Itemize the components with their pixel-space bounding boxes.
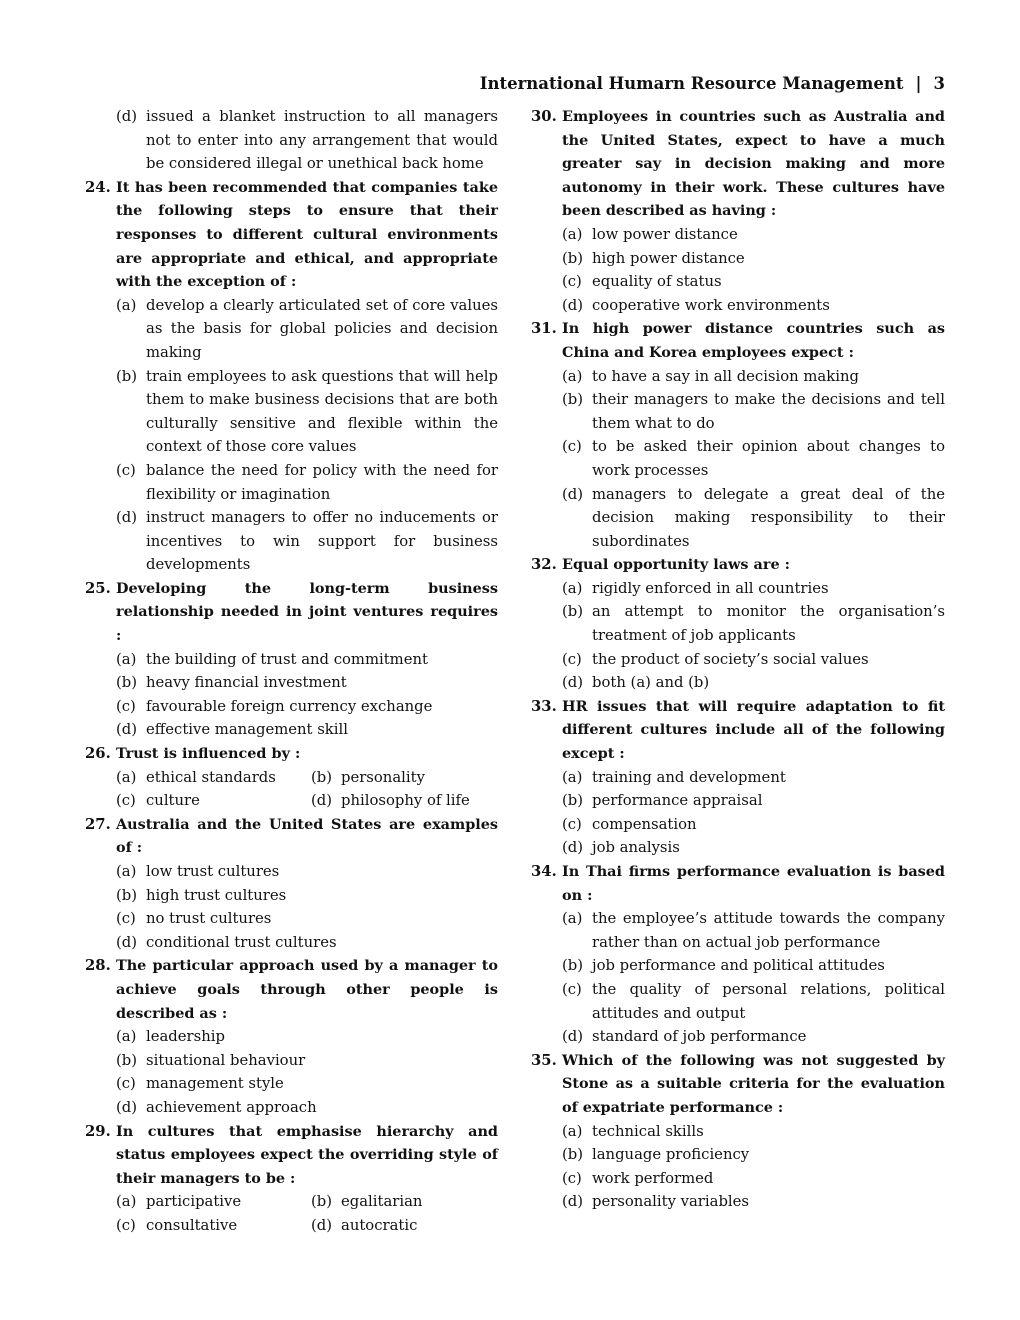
answer-options (116, 860, 498, 954)
question-item (531, 695, 945, 860)
option-label: (b) (562, 957, 584, 975)
answer-option (562, 789, 945, 813)
option-label: (b) (562, 249, 584, 267)
question-item (85, 813, 498, 955)
answer-option (116, 648, 498, 672)
question-number: 30. (531, 108, 557, 125)
option-text: low trust cultures (146, 863, 280, 880)
answer-option (116, 459, 498, 506)
option-label: (c) (562, 980, 582, 998)
question-item (531, 553, 945, 695)
option-text: issued a blanket instruction to all managers not to enter into any arrangement that would be considered illegal or unethical back home (146, 108, 498, 173)
option-label: (c) (116, 461, 136, 479)
answer-options (562, 577, 945, 695)
option-label: (b) (311, 768, 333, 786)
answer-option (311, 1190, 498, 1214)
option-label: (b) (116, 886, 138, 904)
option-text: ethical standards (146, 768, 276, 786)
answer-option (562, 1190, 945, 1214)
option-text: instruct managers to offer no inducements or incentives to win support for business developments (146, 509, 498, 574)
option-label: (d) (562, 1028, 584, 1046)
option-text: conditional trust cultures (146, 933, 337, 951)
answer-option (562, 1167, 945, 1191)
option-label: (b) (562, 1146, 584, 1164)
question-number: 29. (85, 1122, 111, 1140)
question-item (85, 742, 498, 813)
answer-option (562, 648, 945, 672)
answer-option (562, 388, 945, 435)
answer-option (562, 294, 945, 318)
answer-option (562, 836, 945, 860)
option-text: philosophy of life (341, 792, 470, 810)
answer-options (562, 766, 945, 860)
option-label: (a) (562, 1122, 583, 1140)
option-text: culture (146, 792, 200, 810)
option-label: (d) (116, 1098, 138, 1116)
option-text: achievement approach (146, 1098, 317, 1116)
question-item (531, 860, 945, 1049)
option-label: (c) (116, 697, 136, 715)
answer-option (116, 860, 498, 884)
option-label: (a) (116, 768, 137, 786)
option-label: (b) (116, 674, 138, 692)
option-text: standard of job performance (592, 1028, 807, 1046)
answer-option (562, 270, 945, 294)
answer-option (116, 506, 498, 577)
answer-option (562, 1143, 945, 1167)
option-text: training and development (592, 768, 786, 786)
option-text: an attempt to monitor the organisation’s treatment of job applicants (592, 603, 945, 645)
question-stem: It has been recommended that companies take the following steps to ensure that their responses to different cultural environments are appropriate and ethical, and appropriate with the exception of : (116, 178, 498, 291)
option-text: effective management skill (146, 721, 348, 739)
header-separator: | (915, 74, 922, 93)
option-text: the building of trust and commitment (146, 650, 428, 668)
answer-options (116, 105, 498, 176)
left-column (85, 105, 498, 1238)
question-stem: The particular approach used by a manager to achieve goals through other people is described as : (116, 957, 498, 1022)
answer-option (116, 294, 498, 365)
option-text: consultative (146, 1216, 238, 1234)
question-stem: In high power distance countries such as China and Korea employees expect : (562, 320, 945, 361)
option-label: (d) (562, 1193, 584, 1211)
option-text: favourable foreign currency exchange (146, 697, 433, 715)
question-number: 28. (85, 957, 111, 975)
option-text: balance the need for policy with the need for flexibility or imagination (146, 461, 498, 503)
option-text: job analysis (592, 839, 680, 857)
option-text: job performance and political attitudes (592, 957, 885, 975)
option-label: (b) (562, 603, 584, 621)
option-label: (c) (562, 1169, 582, 1187)
question-stem: Which of the following was not suggested by Stone as a suitable criteria for the evaluation of expatriate performance : (562, 1051, 945, 1116)
question-number: 31. (531, 320, 557, 338)
answer-option (562, 954, 945, 978)
option-label: (c) (116, 910, 136, 928)
running-header (480, 74, 945, 93)
answer-option (562, 247, 945, 271)
answer-option (116, 1025, 498, 1049)
option-text: management style (146, 1075, 284, 1093)
question-item (531, 1049, 945, 1214)
option-text: develop a clearly articulated set of core values as the basis for global policies and decision making (146, 296, 498, 361)
answer-option (562, 671, 945, 695)
question-item (85, 1120, 498, 1238)
answer-options (562, 365, 945, 554)
option-text: personality (341, 768, 425, 786)
answer-option (562, 978, 945, 1025)
option-text: high power distance (592, 249, 745, 267)
option-label: (a) (562, 910, 583, 928)
answer-options (562, 1120, 945, 1214)
option-label: (c) (116, 792, 136, 810)
question-number: 33. (531, 697, 557, 715)
option-text: high trust cultures (146, 886, 287, 904)
question-item (85, 105, 498, 176)
answer-option (116, 695, 498, 719)
option-label: (a) (116, 1028, 137, 1046)
option-label: (d) (116, 933, 138, 951)
question-stem: Employees in countries such as Australia and the United States, expect to have a much greater say in decision making and more autonomy in their work. These cultures have been described as having : (562, 108, 945, 220)
question-item (85, 954, 498, 1119)
option-label: (c) (562, 273, 582, 291)
option-label: (d) (116, 509, 138, 527)
answer-option (562, 1120, 945, 1144)
answer-option (562, 766, 945, 790)
option-label: (a) (562, 768, 583, 786)
option-label: (a) (562, 579, 583, 597)
answer-option (116, 789, 311, 813)
option-text: technical skills (592, 1122, 704, 1140)
option-label: (d) (562, 674, 584, 692)
page-number: 3 (933, 74, 945, 93)
answer-option (116, 718, 498, 742)
right-column (531, 105, 945, 1214)
answer-option (116, 1096, 498, 1120)
option-label: (c) (116, 1075, 136, 1093)
option-text: leadership (146, 1028, 225, 1046)
answer-option (562, 435, 945, 482)
answer-options (562, 907, 945, 1049)
option-label: (d) (311, 792, 333, 810)
option-label: (a) (562, 225, 583, 243)
option-label: (c) (562, 815, 582, 833)
answer-options (116, 766, 498, 813)
answer-option (116, 884, 498, 908)
option-text: cooperative work environments (592, 296, 830, 314)
option-label: (a) (116, 1193, 137, 1211)
answer-options (116, 294, 498, 577)
question-number: 24. (85, 178, 111, 196)
option-label: (d) (562, 839, 584, 857)
option-text: low power distance (592, 225, 738, 243)
option-text: the quality of personal relations, political attitudes and output (592, 980, 945, 1022)
question-item (531, 317, 945, 553)
option-text: egalitarian (341, 1193, 423, 1211)
option-text: train employees to ask questions that will help them to make business decisions that are both culturally sensitive and flexible within the context of those core values (146, 367, 498, 456)
option-label: (c) (562, 650, 582, 668)
option-label: (c) (562, 438, 582, 456)
question-number: 26. (85, 745, 111, 763)
option-label: (a) (116, 650, 137, 668)
answer-option (562, 1025, 945, 1049)
answer-option (116, 671, 498, 695)
question-number: 27. (85, 815, 111, 833)
answer-option (311, 766, 498, 790)
option-text: heavy financial investment (146, 674, 347, 692)
option-label: (b) (562, 391, 584, 409)
option-label: (c) (116, 1216, 136, 1234)
question-stem: Developing the long-term business relationship needed in joint ventures requires : (116, 579, 498, 645)
option-text: work performed (592, 1169, 714, 1187)
option-label: (a) (116, 863, 137, 880)
answer-options (562, 223, 945, 317)
answer-option (311, 789, 498, 813)
answer-option (562, 907, 945, 954)
answer-option (562, 813, 945, 837)
answer-option (116, 1214, 311, 1238)
option-text: their managers to make the decisions and tell them what to do (592, 391, 945, 432)
option-text: language proficiency (592, 1146, 750, 1164)
option-label: (d) (562, 485, 584, 503)
question-stem: HR issues that will require adaptation to fit different cultures include all of the following except : (562, 697, 945, 763)
option-label: (b) (562, 792, 584, 810)
option-text: equality of status (592, 273, 722, 291)
question-stem: Trust is influenced by : (116, 745, 301, 763)
option-text: rigidly enforced in all countries (592, 579, 829, 597)
option-text: to be asked their opinion about changes to work processes (592, 438, 945, 479)
option-text: participative (146, 1193, 242, 1211)
answer-option (562, 483, 945, 554)
question-stem: Equal opportunity laws are : (562, 556, 790, 574)
option-label: (b) (311, 1193, 333, 1211)
question-number: 25. (85, 579, 111, 597)
answer-options (116, 1190, 498, 1237)
answer-option (562, 577, 945, 601)
question-number: 32. (531, 556, 557, 574)
answer-option (116, 766, 311, 790)
answer-option (562, 600, 945, 647)
option-label: (a) (562, 367, 583, 385)
option-text: performance appraisal (592, 792, 763, 810)
option-text: managers to delegate a great deal of the decision making responsibility to their subordinates (592, 485, 945, 550)
question-stem: In cultures that emphasise hierarchy and status employees expect the overriding style of their managers to be : (116, 1122, 498, 1187)
option-text: no trust cultures (146, 910, 272, 928)
question-item (531, 105, 945, 317)
option-label: (d) (116, 721, 138, 739)
option-text: both (a) and (b) (592, 674, 710, 692)
question-item (85, 176, 498, 577)
option-text: personality variables (592, 1193, 749, 1211)
option-label: (d) (562, 296, 584, 314)
option-text: situational behaviour (146, 1051, 306, 1069)
answer-option (116, 365, 498, 459)
option-label: (d) (116, 108, 138, 125)
option-label: (d) (311, 1216, 333, 1234)
answer-option (562, 223, 945, 247)
option-label: (b) (116, 367, 138, 385)
option-text: the employee’s attitude towards the company rather than on actual job performance (592, 910, 945, 951)
option-text: autocratic (341, 1216, 418, 1234)
answer-options (116, 1025, 498, 1119)
option-text: compensation (592, 815, 697, 833)
question-item (85, 577, 498, 742)
answer-option (116, 1190, 311, 1214)
answer-option (116, 105, 498, 176)
answer-option (116, 931, 498, 955)
answer-option (116, 1049, 498, 1073)
option-label: (b) (116, 1051, 138, 1069)
answer-option (562, 365, 945, 389)
option-text: to have a say in all decision making (592, 367, 859, 385)
header-title: International Humarn Resource Management (479, 74, 904, 93)
option-label: (a) (116, 296, 137, 314)
answer-options (116, 648, 498, 742)
answer-option (116, 1072, 498, 1096)
question-stem: Australia and the United States are examples of : (116, 815, 498, 857)
option-text: the product of society’s social values (592, 650, 869, 668)
answer-option (116, 907, 498, 931)
question-stem: In Thai firms performance evaluation is based on : (562, 863, 945, 904)
answer-option (311, 1214, 498, 1238)
question-number: 34. (531, 863, 557, 880)
question-number: 35. (531, 1051, 557, 1069)
